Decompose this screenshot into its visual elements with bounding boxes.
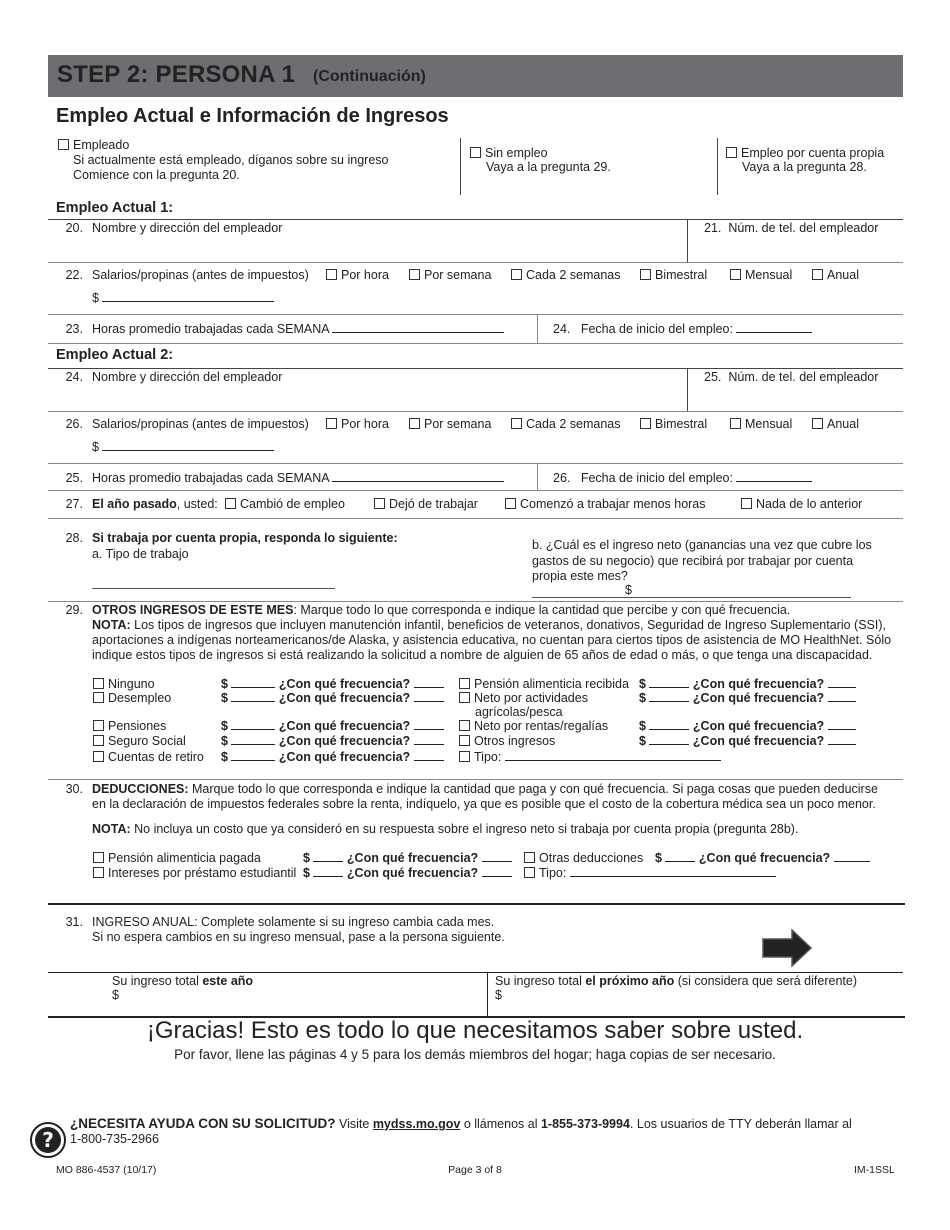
job2-phone[interactable]: 25. Núm. de tel. del empleador: [704, 370, 879, 384]
checkbox[interactable]: [58, 139, 69, 150]
job1-freq-monthly[interactable]: Mensual: [730, 268, 792, 282]
job1-freq-week[interactable]: Por semana: [409, 268, 491, 282]
q28-b-line1: b. ¿Cuál es el ingreso neto (ganancias una vez que cubre los: [532, 538, 872, 552]
job1-wages-amount[interactable]: $: [92, 291, 274, 305]
q29-retirement-amount[interactable]: $ ¿Con qué frecuencia?: [221, 750, 444, 764]
help-question-icon: [30, 1122, 66, 1158]
next-arrow-icon: [762, 929, 812, 967]
job1-wages-label: Salarios/propinas (antes de impuestos): [92, 268, 309, 282]
status-employed-line1: Si actualmente está empleado, díganos sobre su ingreso: [73, 153, 389, 167]
q29-rental-net[interactable]: Neto por rentas/regalías: [459, 719, 608, 733]
q29-pensions[interactable]: Pensiones: [93, 719, 166, 733]
job2-wages-amount[interactable]: $: [92, 440, 274, 454]
q30-title: DEDUCCIONES: Marque todo lo que corresponda e indique la cantidad que paga y con qué frecuencia. Si paga cosas que pueden deducirse: [92, 782, 878, 796]
q29-note3: indique estos tipos de ingresos si está realizando la solicitud a nombre de alguien de 65 años de edad o más, o que tenga una discapacidad.: [92, 648, 873, 662]
q29-type[interactable]: Tipo:: [459, 750, 721, 764]
form-number: MO 886-4537 (10/17): [56, 1164, 157, 1176]
q29-farming-net-line2: agrícolas/pesca: [475, 705, 563, 719]
q31-next-year-input[interactable]: $: [495, 988, 502, 1002]
q27-label: El año pasado, usted:: [92, 497, 218, 511]
q29-note1: NOTA: Los tipos de ingresos que incluyen manutención infantil, beneficios de veteranos, donativos, Seguridad de Ingreso Suplementario (SSI),: [92, 618, 886, 632]
q29-rental-amount[interactable]: $ ¿Con qué frecuencia?: [639, 719, 856, 733]
q27-opt-stopped[interactable]: Dejó de trabajar: [374, 497, 478, 511]
job2-employer-name[interactable]: Nombre y dirección del empleador: [92, 370, 283, 384]
svg-text:?: ?: [42, 1128, 54, 1152]
checkbox[interactable]: [726, 147, 737, 158]
q29-farming-amount[interactable]: $ ¿Con qué frecuencia?: [639, 691, 856, 705]
status-self[interactable]: Empleo por cuenta propia: [726, 146, 884, 160]
status-employed[interactable]: Empleado: [58, 138, 129, 152]
job2-freq-biweekly[interactable]: Cada 2 semanas: [511, 417, 621, 431]
job1-freq-annual[interactable]: Anual: [812, 268, 859, 282]
q27-opt-fewer-hours[interactable]: Comenzó a trabajar menos horas: [505, 497, 706, 511]
q29-unemployment-amount[interactable]: $ ¿Con qué frecuencia?: [221, 691, 444, 705]
job1-start-date[interactable]: 24. Fecha de inicio del empleo:: [553, 322, 812, 336]
job2-start-date[interactable]: 26. Fecha de inicio del empleo:: [553, 471, 812, 485]
q30-loan-amount[interactable]: $ ¿Con qué frecuencia?: [303, 866, 512, 880]
q28-b-dollar: $: [625, 583, 632, 597]
q29-title: OTROS INGRESOS DE ESTE MES: Marque todo lo que corresponda e indique la cantidad que percibe y con qué frecuencia.: [92, 603, 791, 617]
q29-pensions-amount[interactable]: $ ¿Con qué frecuencia?: [221, 719, 444, 733]
q27-opt-changed[interactable]: Cambió de empleo: [225, 497, 345, 511]
q27-opt-none[interactable]: Nada de lo anterior: [741, 497, 862, 511]
q29-unemployment[interactable]: Desempleo: [93, 691, 171, 705]
job1-title: Empleo Actual 1:: [56, 200, 174, 216]
step-title: STEP 2: PERSONA 1: [57, 61, 296, 88]
q31-this-year-input[interactable]: $: [112, 988, 119, 1002]
job1-hours[interactable]: Horas promedio trabajadas cada SEMANA: [92, 322, 504, 336]
q30-other-deductions[interactable]: Otras deducciones: [524, 851, 643, 865]
step-subtitle: (Continuación): [313, 68, 426, 85]
q29-farming-net[interactable]: Neto por actividades: [459, 691, 588, 705]
step-header: [48, 55, 903, 97]
q30-line2: en la declaración de impuestos federales sobre la renta, indíquelo, ya que es posible que el costo de la cobertura médica sea un poco menor.: [92, 797, 876, 811]
job2-freq-hour[interactable]: Por hora: [326, 417, 389, 431]
help-link[interactable]: mydss.mo.gov: [372, 1117, 461, 1131]
q31-line2: Si no espera cambios en su ingreso mensual, pase a la persona siguiente.: [92, 930, 505, 944]
q30-alimony-paid[interactable]: Pensión alimenticia pagada: [93, 851, 261, 865]
q30-other-amount[interactable]: $ ¿Con qué frecuencia?: [655, 851, 870, 865]
job1-freq-hour[interactable]: Por hora: [326, 268, 389, 282]
q28-a-label: a. Tipo de trabajo: [92, 547, 189, 561]
status-unemployed[interactable]: Sin empleo: [470, 146, 548, 160]
status-self-line: Vaya a la pregunta 28.: [742, 160, 867, 174]
q28-b-input[interactable]: [532, 597, 851, 598]
job1-phone[interactable]: 21. Núm. de tel. del empleador: [704, 221, 879, 235]
form-code: IM-1SSL: [854, 1164, 895, 1176]
job2-freq-bimonthly[interactable]: Bimestral: [640, 417, 707, 431]
job1-freq-bimonthly[interactable]: Bimestral: [640, 268, 707, 282]
page-number: Page 3 of 8: [448, 1164, 502, 1176]
q29-retirement[interactable]: Cuentas de retiro: [93, 750, 204, 764]
job2-freq-week[interactable]: Por semana: [409, 417, 491, 431]
job2-freq-annual[interactable]: Anual: [812, 417, 859, 431]
q29-other-amount[interactable]: $ ¿Con qué frecuencia?: [639, 734, 856, 748]
job1-employer-name[interactable]: Nombre y dirección del empleador: [92, 221, 283, 235]
q29-ss-amount[interactable]: $ ¿Con qué frecuencia?: [221, 734, 444, 748]
q31-this-year-label: Su ingreso total este año: [112, 974, 254, 988]
q28-title: Si trabaja por cuenta propia, responda lo siguiente:: [92, 531, 398, 545]
q29-social-security[interactable]: Seguro Social: [93, 734, 186, 748]
q28-a-input[interactable]: [92, 588, 335, 589]
thanks-subtitle: Por favor, llene las páginas 4 y 5 para los demás miembros del hogar; haga copias de ser necesario.: [174, 1047, 776, 1062]
status-unemployed-line: Vaya a la pregunta 29.: [486, 160, 611, 174]
job2-hours[interactable]: Horas promedio trabajadas cada SEMANA: [92, 471, 504, 485]
q28-b-line2: gastos de su negocio) que recibirá por trabajar por cuenta: [532, 554, 854, 568]
q29-note2: aportaciones a indígenas norteamericanos/de Alaska, y asistencia educativa, no cuentan para ciertos tipos de asistencia de MO HealthNet. Sólo: [92, 633, 892, 647]
q30-student-loan[interactable]: Intereses por préstamo estudiantil: [93, 866, 296, 880]
checkbox[interactable]: [470, 147, 481, 158]
section-title: Empleo Actual e Información de Ingresos: [56, 105, 449, 127]
q31-line1: INGRESO ANUAL: Complete solamente si su ingreso cambia cada mes.: [92, 915, 495, 929]
q29-alimony-received[interactable]: Pensión alimenticia recibida: [459, 677, 629, 691]
job2-wages-label: Salarios/propinas (antes de impuestos): [92, 417, 309, 431]
status-employed-line2: Comience con la pregunta 20.: [73, 168, 240, 182]
q30-alimony-amount[interactable]: $ ¿Con qué frecuencia?: [303, 851, 512, 865]
job1-freq-biweekly[interactable]: Cada 2 semanas: [511, 268, 621, 282]
q29-alimony-amount[interactable]: $ ¿Con qué frecuencia?: [639, 677, 856, 691]
q29-none-amount[interactable]: $ ¿Con qué frecuencia?: [221, 677, 444, 691]
q30-type[interactable]: Tipo:: [524, 866, 776, 880]
help-line1: ¿NECESITA AYUDA CON SU SOLICITUD? Visite mydss.mo.gov o llámenos al 1-855-373-9994. Los usuarios de TTY deberán llamar al: [70, 1116, 852, 1131]
q30-note: NOTA: No incluya un costo que ya consideró en su respuesta sobre el ingreso neto si trabaja por cuenta propia (pregunta 28b).: [92, 822, 799, 836]
q31-next-year-label: Su ingreso total el próximo año (si considera que será diferente): [495, 974, 857, 988]
help-tty: 1-800-735-2966: [70, 1132, 159, 1146]
q28-b-line3: propia este mes?: [532, 569, 628, 583]
q29-none[interactable]: Ninguno: [93, 677, 155, 691]
job2-freq-monthly[interactable]: Mensual: [730, 417, 792, 431]
thanks-title: ¡Gracias! Esto es todo lo que necesitamos saber sobre usted.: [146, 1017, 804, 1044]
job2-title: Empleo Actual 2:: [56, 347, 174, 363]
q29-other-income[interactable]: Otros ingresos: [459, 734, 555, 748]
